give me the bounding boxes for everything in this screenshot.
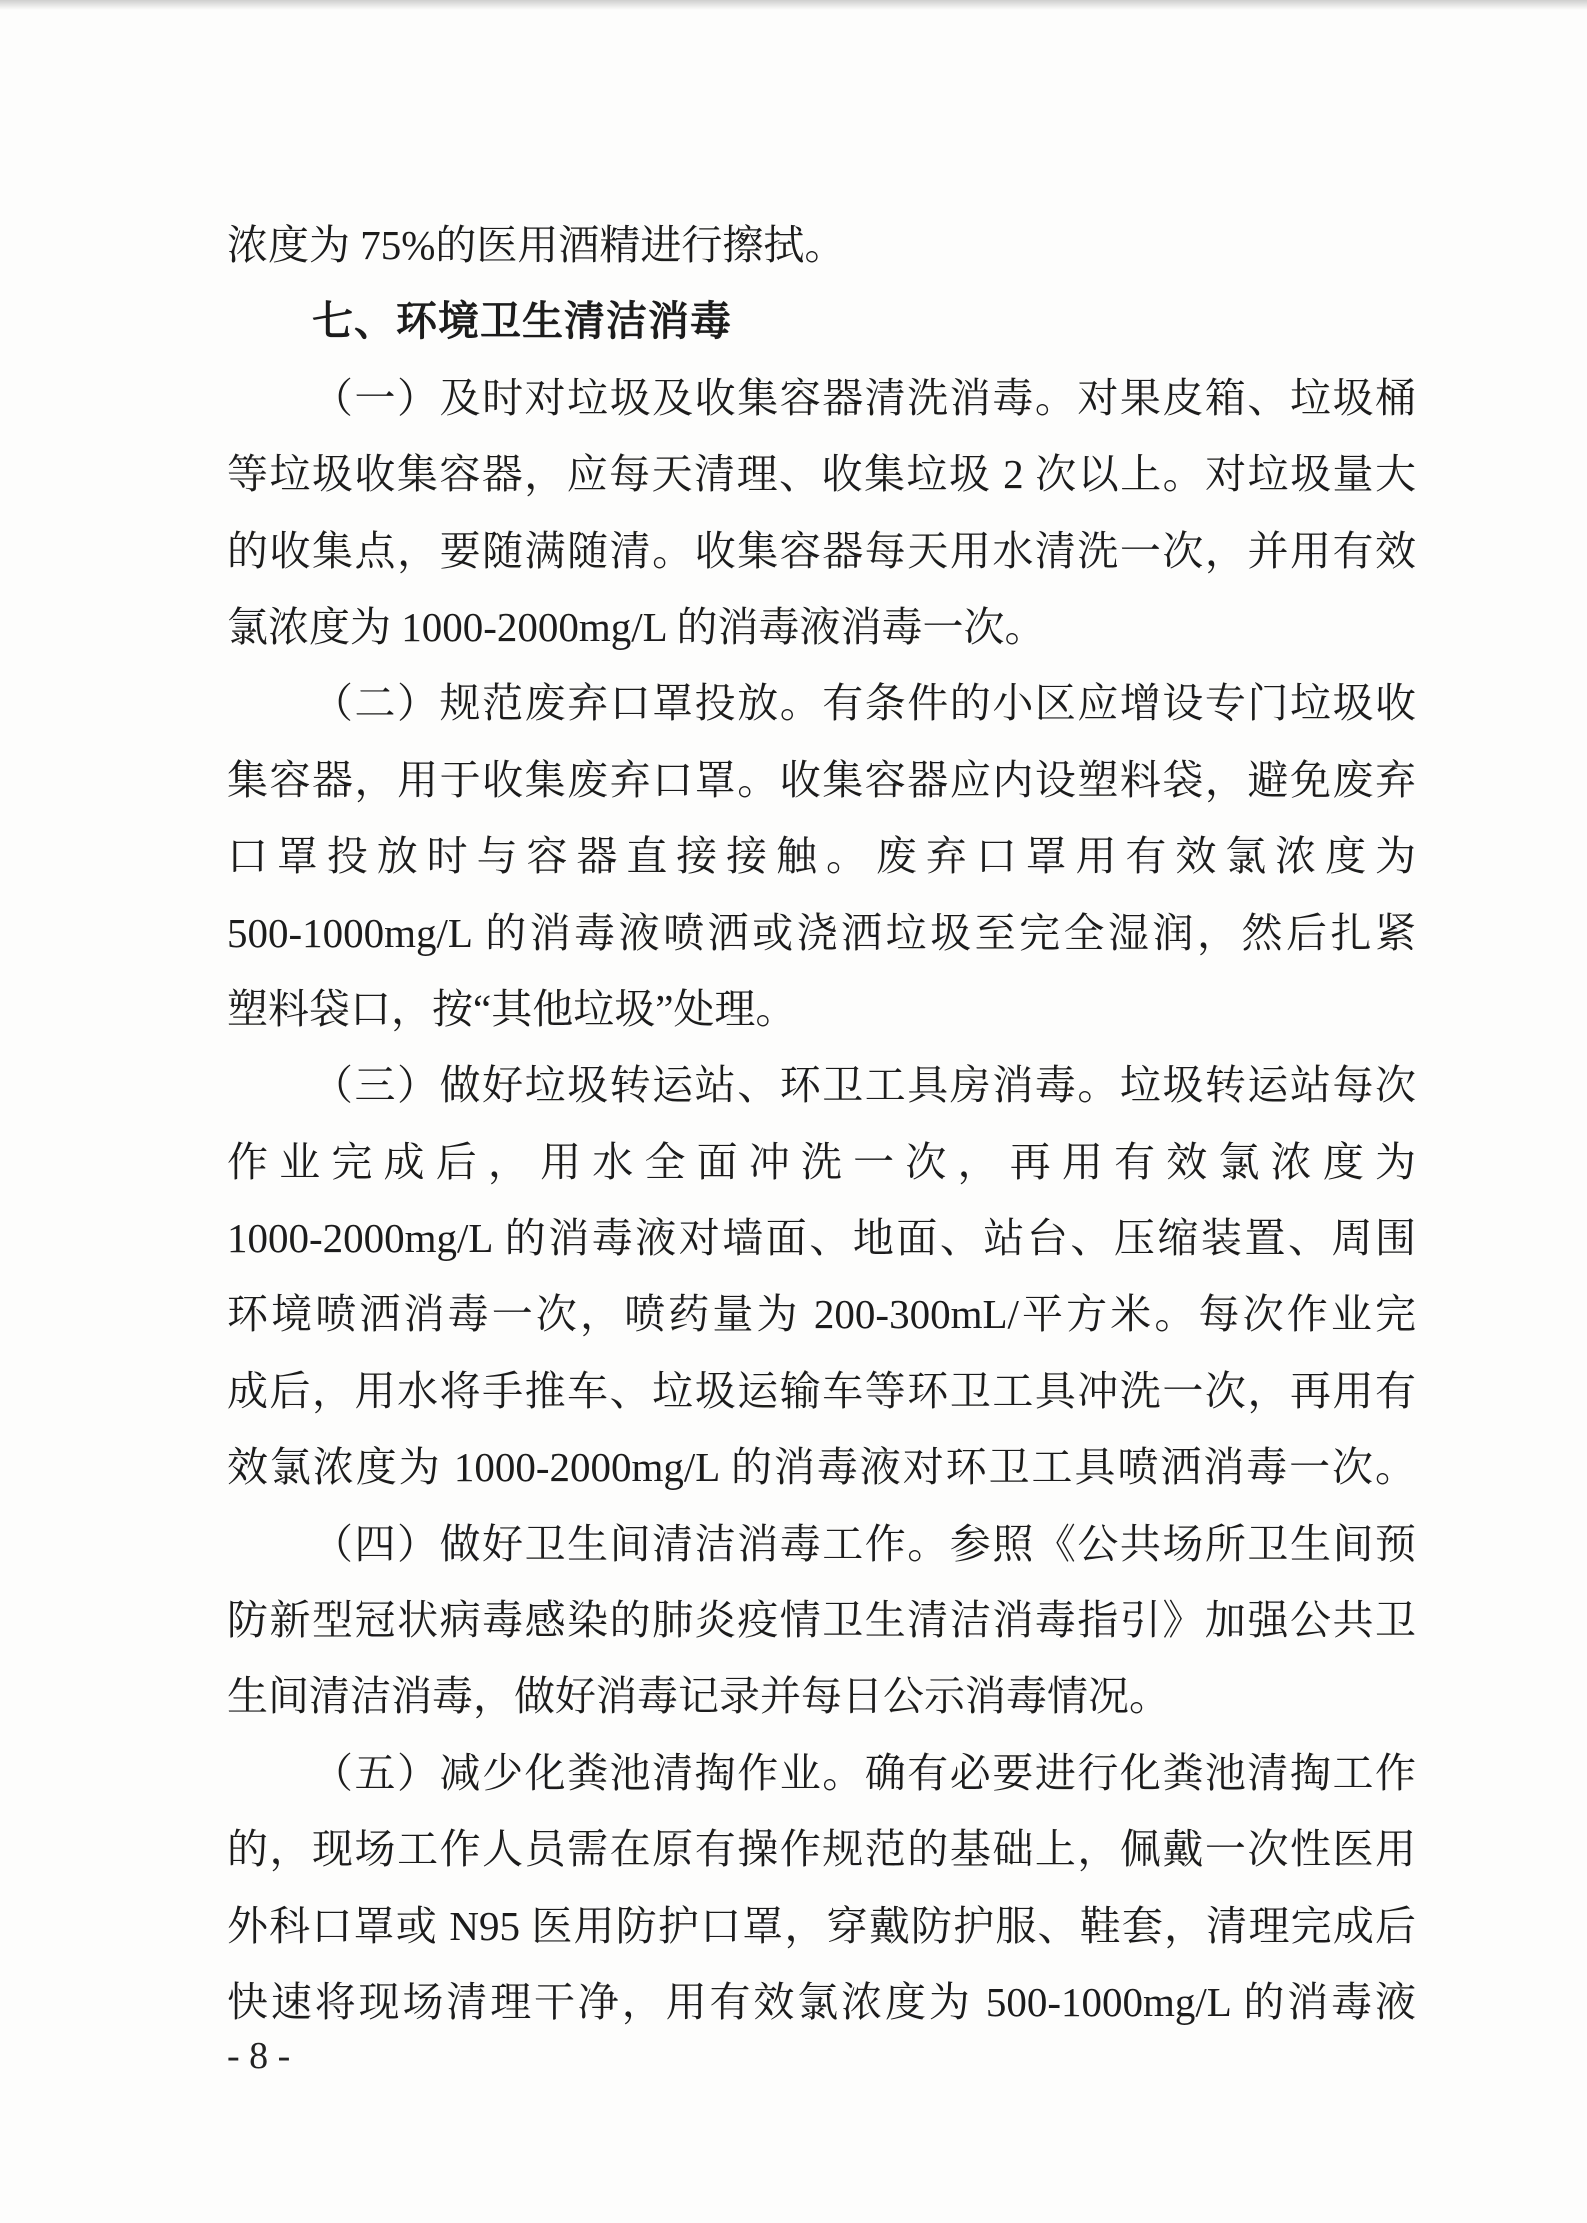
section-heading: 七、环境卫生清洁消毒 — [312, 297, 732, 346]
text-line: 效氯浓度为 1000-2000mg/L 的消毒液对环卫工具喷洒消毒一次。 — [227, 1444, 1416, 1491]
text-line: 的收集点，要随满随清。收集容器每天用水清洗一次，并用有效 — [227, 527, 1416, 574]
text-line: （一）及时对垃圾及收集容器清洗消毒。对果皮箱、垃圾桶 — [312, 374, 1416, 421]
text-line: 的，现场工作人员需在原有操作规范的基础上，佩戴一次性医用 — [227, 1826, 1416, 1873]
paragraph-2 — [227, 665, 1416, 1047]
text-line: 塑料袋口，按“其他垃圾”处理。 — [227, 985, 797, 1032]
text-line: 等垃圾收集容器，应每天清理、收集垃圾 2 次以上。对垃圾量大 — [227, 451, 1416, 498]
text-line: 作业完成后，用水全面冲洗一次，再用有效氯浓度为 — [227, 1138, 1416, 1185]
text-line: （二）规范废弃口罩投放。有条件的小区应增设专门垃圾收 — [312, 680, 1416, 727]
page-number: - 8 - — [227, 2035, 291, 2077]
document-body — [227, 207, 1416, 2040]
text-line: 氯浓度为 1000-2000mg/L 的消毒液消毒一次。 — [227, 603, 1046, 650]
text-line-continuation: 浓度为 75%的医用酒精进行擦拭。 — [227, 222, 846, 268]
text-line: 500-1000mg/L 的消毒液喷洒或浇洒垃圾至完全湿润，然后扎紧 — [227, 909, 1416, 956]
paragraph-3 — [227, 1047, 1416, 1505]
text-line: 成后，用水将手推车、垃圾运输车等环卫工具冲洗一次，再用有 — [227, 1367, 1416, 1414]
text-line: 外科口罩或 N95 医用防护口罩，穿戴防护服、鞋套，清理完成后 — [227, 1902, 1416, 1949]
text-line: 1000-2000mg/L 的消毒液对墙面、地面、站台、压缩装置、周围 — [227, 1215, 1416, 1262]
text-line: （五）减少化粪池清掏作业。确有必要进行化粪池清掏工作 — [312, 1749, 1416, 1796]
paragraph-1 — [227, 360, 1416, 666]
text-line: 集容器，用于收集废弃口罩。收集容器应内设塑料袋，避免废弃 — [227, 756, 1416, 803]
text-line: 防新型冠状病毒感染的肺炎疫情卫生清洁消毒指引》加强公共卫 — [227, 1597, 1416, 1644]
paragraph-5 — [227, 1735, 1416, 2041]
paragraph-4 — [227, 1506, 1416, 1735]
text-line: （四）做好卫生间清洁消毒工作。参照《公共场所卫生间预 — [312, 1520, 1416, 1567]
scan-edge — [0, 0, 1587, 10]
text-line: 口罩投放时与容器直接接触。废弃口罩用有效氯浓度为 — [227, 833, 1416, 880]
text-line: 生间清洁消毒，做好消毒记录并每日公示消毒情况。 — [227, 1673, 1170, 1720]
text-line: 环境喷洒消毒一次，喷药量为 200-300mL/平方米。每次作业完 — [227, 1291, 1416, 1338]
text-line: 快速将现场清理干净，用有效氯浓度为 500-1000mg/L 的消毒液 — [227, 1978, 1416, 2025]
text-line: （三）做好垃圾转运站、环卫工具房消毒。垃圾转运站每次 — [312, 1062, 1416, 1109]
